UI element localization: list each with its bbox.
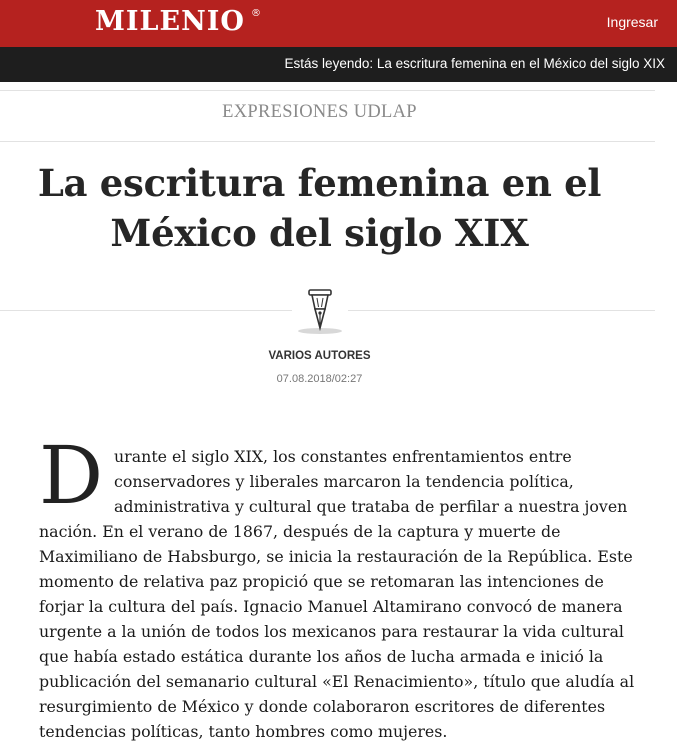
body-line: momento de relativa paz propició que se retomaran las intenciones de (39, 572, 604, 591)
body-line: urgente a la unión de todos los mexicanos para restaurar la vida cultural (39, 622, 624, 641)
body-line: forjar la cultura del país. Ignacio Manuel Altamirano convocó de manera (39, 597, 623, 616)
body-line: publicación del semanario cultural «El Renacimiento», título que aludía al (39, 672, 635, 691)
section-divider (0, 141, 655, 142)
body-line: urante el siglo XIX, los constantes enfrentamientos entre (114, 447, 572, 466)
reading-bar-text: Estás leyendo: La escritura femenina en el México del siglo XIX (284, 56, 665, 71)
body-line: Maximiliano de Habsburgo, se inicia la restauración de la República. Este (39, 547, 633, 566)
top-divider (0, 90, 655, 91)
article-title-line: La escritura femenina en el (37, 161, 602, 205)
body-line: resurgimiento de México y donde colaboraron escritores de diferentes (39, 697, 606, 716)
login-link[interactable]: Ingresar (606, 14, 658, 30)
milenio-logo[interactable]: MILENIO (95, 6, 245, 37)
author-avatar (292, 284, 348, 336)
article-title-line: México del siglo XIX (110, 211, 529, 255)
top-header-bar (0, 0, 677, 47)
body-line: nación. En el verano de 1867, después de la captura y muerte de (39, 522, 561, 541)
body-line: conservadores y liberales marcaron la tendencia política, (114, 472, 574, 491)
author-name[interactable]: VARIOS AUTORES (268, 350, 371, 362)
fountain-pen-icon (292, 284, 348, 336)
publish-date: 07.08.2018/02:27 (276, 373, 363, 385)
body-line: tendencias políticas, tanto hombres como mujeres. (39, 722, 448, 741)
article-title (0, 158, 639, 258)
reading-bar (0, 47, 677, 82)
body-line: administrativa y cultural que trataba de perfilar a nuestra joven (114, 497, 628, 516)
section-label[interactable]: EXPRESIONES UDLAP (222, 102, 417, 122)
registered-mark: ® (251, 8, 261, 19)
body-line: que había estado estática durante los años de lucha armada e inició la (39, 647, 604, 666)
drop-cap: D (39, 429, 104, 522)
